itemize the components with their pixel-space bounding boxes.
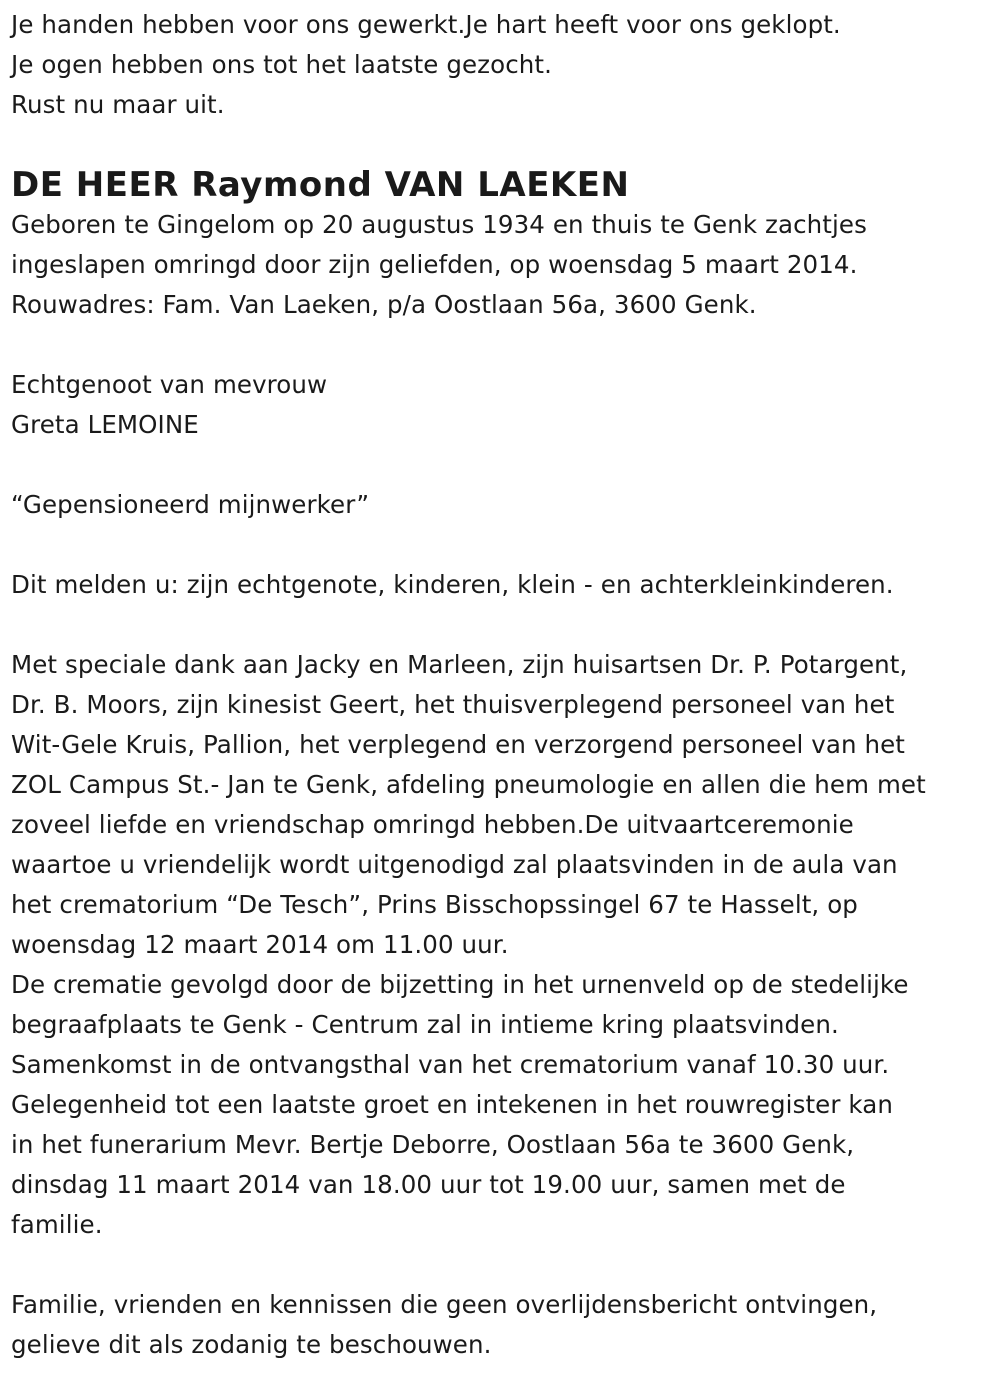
thanks-block: [11, 645, 991, 1245]
thanks-line: Wit-Gele Kruis, Pallion, het verplegend en verzorgend personeel van het: [11, 730, 906, 759]
intro-block: [11, 205, 991, 325]
thanks-line: ZOL Campus St.- Jan te Genk, afdeling pneumologie en allen die hem met: [11, 770, 926, 799]
closing-line: gelieve dit als zodanig te beschouwen.: [11, 1330, 492, 1359]
intro-line: ingeslapen omringd door zijn geliefden, op woensdag 5 maart 2014.: [11, 250, 858, 279]
thanks-line: begraafplaats te Genk - Centrum zal in intieme kring plaatsvinden.: [11, 1010, 839, 1039]
thanks-line: woensdag 12 maart 2014 om 11.00 uur.: [11, 930, 509, 959]
spouse-line: Greta LEMOINE: [11, 410, 199, 439]
thanks-line: Gelegenheid tot een laatste groet en intekenen in het rouwregister kan: [11, 1090, 893, 1119]
closing-line: Familie, vrienden en kennissen die geen overlijdensbericht ontvingen,: [11, 1290, 878, 1319]
occupation-line: “Gepensioneerd mijnwerker”: [11, 490, 370, 519]
obituary-document: [11, 5, 991, 1365]
thanks-line: zoveel liefde en vriendschap omringd hebben.De uitvaartceremonie: [11, 810, 854, 839]
poem-line: Je ogen hebben ons tot het laatste gezocht.: [11, 50, 553, 79]
poem-line: Rust nu maar uit.: [11, 90, 225, 119]
deceased-name-title: DE HEER Raymond VAN LAEKEN: [11, 165, 630, 205]
thanks-line: familie.: [11, 1210, 103, 1239]
thanks-line: Dr. B. Moors, zijn kinesist Geert, het thuisverplegend personeel van het: [11, 690, 895, 719]
thanks-line: waartoe u vriendelijk wordt uitgenodigd zal plaatsvinden in de aula van: [11, 850, 898, 879]
thanks-line: in het funerarium Mevr. Bertje Deborre, Oostlaan 56a te 3600 Genk,: [11, 1130, 855, 1159]
thanks-line: Samenkomst in de ontvangsthal van het crematorium vanaf 10.30 uur.: [11, 1050, 890, 1079]
thanks-line: het crematorium “De Tesch”, Prins Bisschopssingel 67 te Hasselt, op: [11, 890, 858, 919]
poem-block: [11, 5, 991, 125]
closing-block: [11, 1285, 991, 1365]
poem-line: Je handen hebben voor ons gewerkt.Je hart heeft voor ons geklopt.: [11, 10, 841, 39]
intro-line: Geboren te Gingelom op 20 augustus 1934 en thuis te Genk zachtjes: [11, 210, 867, 239]
thanks-line: Met speciale dank aan Jacky en Marleen, zijn huisartsen Dr. P. Potargent,: [11, 650, 908, 679]
announcers-line: Dit melden u: zijn echtgenote, kinderen, klein - en achterkleinkinderen.: [11, 570, 894, 599]
intro-line: Rouwadres: Fam. Van Laeken, p/a Oostlaan 56a, 3600 Genk.: [11, 290, 757, 319]
thanks-line: dinsdag 11 maart 2014 van 18.00 uur tot 19.00 uur, samen met de: [11, 1170, 846, 1199]
spouse-line: Echtgenoot van mevrouw: [11, 370, 328, 399]
thanks-line: De crematie gevolgd door de bijzetting in het urnenveld op de stedelijke: [11, 970, 909, 999]
spouse-block: [11, 365, 991, 445]
